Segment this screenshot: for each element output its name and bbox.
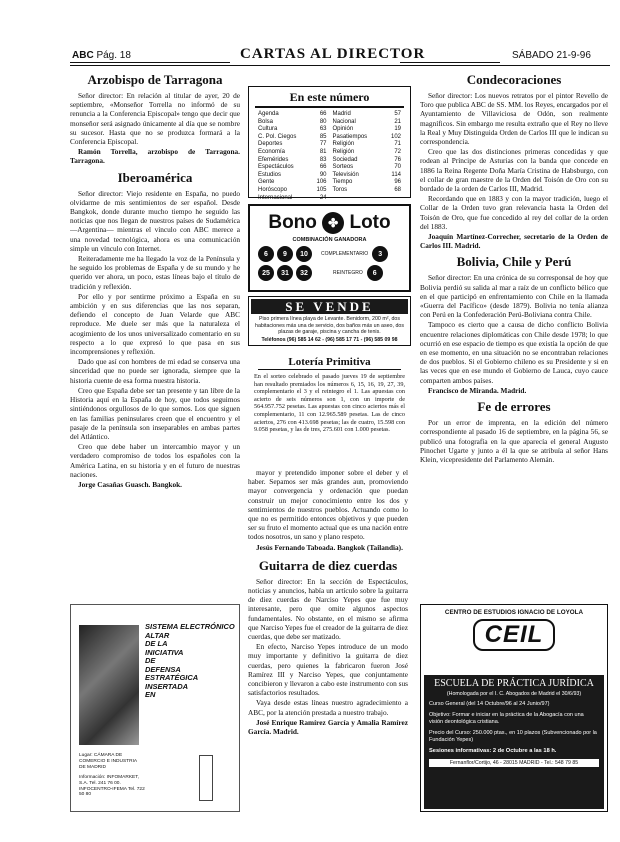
letter-signature: Joaquín Martínez-Correcher, secretario de la Orden de Carlos III. Madrid. <box>420 232 608 251</box>
index-row <box>333 141 402 149</box>
index-page: 83 <box>319 156 327 163</box>
index-page: 102 <box>390 133 401 140</box>
letter-signature: Jorge Casañas Guasch. Bangkok. <box>78 479 183 489</box>
letter-paragraph: Señor director: En relación al titular de ayer, 20 de septiembre, «Monseñor Torrella no informó de su renuncia a la Conferencia Episcopal» tengo que decir que monseñor será asignado únicamente al día que se nombre su sucesor. Hasta que no se produzca formará a la Conferencia Episcopal. <box>70 91 240 147</box>
index-row <box>258 141 327 149</box>
index-row <box>333 119 402 127</box>
index-row <box>333 157 402 165</box>
index-row <box>333 179 402 187</box>
index-page: 106 <box>316 179 327 186</box>
winning-number: 25 <box>258 265 274 281</box>
complementario-label: COMPLEMENTARIO <box>321 251 369 258</box>
index-row <box>258 157 327 165</box>
index-row <box>258 179 327 187</box>
index-section: Madrid <box>332 111 351 117</box>
index-section: Sorteos <box>332 164 354 171</box>
index-row <box>258 134 327 142</box>
ad-venue: Lugar: CÁMARA DE COMERCIO E INDUSTRIA DE MADRID <box>79 753 137 770</box>
index-row <box>258 111 327 119</box>
loteria-text: En el sorteo celebrado el pasado jueves 19 de septiembre han resultado premiados los números 6, 15, 16, 19, 27, 39, complementario el 3 y el reintegro el 1. Las apuestas con acierto de seis números son 1, con un importe de 564.957.752 pesetas. Las apuestas con cinco aciertos más el complementario, 11 con 12.965.589 pesetas. Las de cinco aciertos, 276 con 413.698 pesetas; las de cuatro, 15.598 con 9.058 pesetas, y las de tres, 275.601 con 1.000 pesetas. <box>254 373 405 434</box>
exhibition-ad <box>70 604 240 812</box>
index-page: 68 <box>394 186 401 193</box>
column-left <box>70 68 240 588</box>
se-vende-title: SE VENDE <box>251 299 408 314</box>
winning-number: 10 <box>296 246 312 262</box>
index-section: Tiempo <box>332 179 353 186</box>
se-vende-text: Piso primera línea playa de Levante. Benidorm, 200 m², dos habitaciones más una de servicio, dos baños más un aseo, dos plazas de garaje, piscina y cancha de tenis. <box>255 316 404 336</box>
index-page: 71 <box>394 141 401 148</box>
index-row <box>333 134 402 142</box>
index-page: 70 <box>394 164 401 171</box>
se-vende-phones: Teléfonos (96) 585 14 62 - (96) 585 17 71 - (96) 585 09 98 <box>261 336 398 343</box>
index-page: 80 <box>319 118 327 125</box>
index-page: 90 <box>319 171 327 178</box>
bonoloto-box <box>248 204 411 292</box>
letter-paragraph: Por un error de imprenta, en la edición del número correspondiente al pasado 16 de septiembre, en la página 56, se publicó una fotografía en la que aparecía el general Augusto Pinochet Ugarte y junto a él la que se atribuía al señor Hans Klein, vicepresidente del Parlamento Alemán. <box>420 418 608 464</box>
headline-condecoraciones: Condecoraciones <box>466 72 562 87</box>
reintegro-label: REINTEGRO <box>333 270 363 277</box>
index-page: 76 <box>394 156 401 163</box>
index-page: 66 <box>319 164 327 171</box>
letter-paragraph: Tampoco es cierto que a causa de dicho conflicto Bolivia encuentre relaciones diplomáticas con Chile desde 1978; lo que ocurrió en ese espacio de tiempo es que existía la opción de que en ese momento, en una situación no se encontraban relaciones de dos pueblos. Si el Gobierno chileno es su Presidente y si en las veces que en ese mundo el Gobierno de Lauca, cuyo cauce comparten ambos países. <box>420 320 608 385</box>
index-section: Agenda <box>258 111 279 117</box>
index-page: 85 <box>319 133 327 140</box>
ceil-course: Curso General (del 14 Octubre/96 al 24 Junio/97) <box>429 701 550 707</box>
index-row <box>333 187 402 195</box>
headline-guitarra: Guitarra de diez cuerdas <box>258 557 398 573</box>
index-row <box>333 172 402 180</box>
letter-paragraph: Creo que España debe ser tan presente y tan libre de la Historia aquí en la España de hoy, que todos seguimos sintiéndonos orgullosos de lo que somos. Los que siguen en las familias peninsulares creen que el encuentro y el pasaje de la península son inseparables en ambas partes del Atlántico. <box>70 385 240 441</box>
index-section: Efemérides <box>258 156 289 163</box>
index-section: Televisión <box>332 171 359 178</box>
index-section: Espectáculos <box>258 164 294 171</box>
ad-info: Información: INFOMARKET, S.A. Tel. 241 76 00. INFOCENTRO-IFEMA Tel. 722 50 80 <box>79 775 145 798</box>
page-label: ABC Pág. 18 <box>72 50 131 61</box>
ceil-logo: CEIL <box>473 619 555 651</box>
letter-paragraph: Señor director: Los nuevos retratos por el pintor Revello de Toro que publica ABC de SS. MM. los Reyes, encargados por el Ayuntamiento de Villaviciosa de Odón, son realmente magníficos. Sin embargo me resulta extraño que el Rey no lleve la Real y Muy Distinguida Orden de Carlos III que le indican su correspondencia. <box>420 91 608 147</box>
index-page: 57 <box>394 111 401 117</box>
index-row <box>333 149 402 157</box>
index-row <box>333 111 402 119</box>
index-section: Estudios <box>258 171 282 178</box>
letter-paragraph: Creo que debe haber un intercambio mayor y un verdadero compromiso de todos los españoles con la América Latina, en su historia y en el futuro de nuestras naciones. <box>70 442 240 479</box>
index-page: 114 <box>391 171 401 178</box>
header-rule <box>70 65 610 66</box>
index-page: 105 <box>316 186 327 193</box>
index-row <box>258 187 327 195</box>
ad-headline: SISTEMA ELECTRÓNICO ALTAR DE LA INICIATIVA DE DEFENSA ESTRATÉGICA INSERTADA EN <box>145 622 235 699</box>
index-page: 63 <box>319 126 327 133</box>
header-rule-left <box>70 62 230 63</box>
letter-paragraph: Recordando que en 1883 y con la mayor tradición, luego el Collar de la Orden tuvo gran relevancia hasta la Orden del Toisón de Oro, que fue concedido al rey del collar de la orden del 1883. <box>420 194 608 231</box>
index-table <box>249 111 410 202</box>
letter-signature: Francisco de Miranda. Madrid. <box>428 385 527 395</box>
letter-paragraph: Vaya desde estas líneas nuestro agradecimiento a ABC, por la atención prestada a nuestro trabajo. <box>248 698 408 717</box>
index-section: Cultura <box>258 126 278 133</box>
index-section: Pasatiempos <box>332 133 368 140</box>
index-title: En este número <box>255 90 404 108</box>
index-section: Horóscopo <box>258 186 288 193</box>
headline-iberoamerica: Iberoamérica <box>117 169 193 185</box>
letter-paragraph: Por ello y por sentirme próximo a España en su ambición y en sus diferencias que las nos separan, defiendo el concepto de Juan Velarde que ABC reproduce. Me duele ser más que la naturaleza el acogimiento de los unos universalizado comentario en su respecto a lo que expresó lo que pasa en sus incomprensiones y reflexión. <box>70 291 240 357</box>
complementario-number: 3 <box>372 246 388 262</box>
letter-signature: Ramón Torrella, arzobispo de Tarragona. Tarragona. <box>70 147 240 166</box>
winning-number: 32 <box>296 265 312 281</box>
bonoloto-logo: Bono ✤ Loto <box>268 212 391 234</box>
index-section: Toros <box>332 186 348 193</box>
index-section: Bolsa <box>258 118 274 125</box>
clover-icon: ✤ <box>322 212 344 234</box>
index-page: 81 <box>319 148 327 155</box>
index-column <box>255 111 330 202</box>
ad-vertical-logo <box>199 755 213 801</box>
ceil-sessions: Sesiones informativas: 2 de Octubre a las 18 h. <box>429 748 557 754</box>
index-row <box>258 119 327 127</box>
index-row <box>258 195 327 203</box>
headline-bolivia: Bolivia, Chile y Perú <box>456 254 572 270</box>
section-title: CARTAS AL DIRECTOR <box>240 46 426 62</box>
letter-signature: Jesús Fernando Taboada. Bangkok (Tailandia). <box>256 542 403 552</box>
index-section: Religión <box>332 148 355 155</box>
index-box <box>248 86 411 201</box>
numbers-row-2 <box>250 262 409 281</box>
index-section: Deportes <box>258 141 283 148</box>
index-page: 77 <box>319 141 327 148</box>
letter-paragraph: Señor director: En la sección de Espectáculos, noticias y anuncios, había un artículo sobre la guitarra de diez cuerdas de Narciso Yepes que fue muy interesante, pero que omite algunos aspectos fundamentales. No obstante, en el mismo se afirma que Narciso Yepes fue el creador de la guitarra de diez cuerdas, que debe ser matizado. <box>248 576 408 642</box>
letter-paragraph: mayor y pretendido imponer sobre el deber y el haber. Sepamos ser más grandes aun, promoviendo mayor convergencia y ordenación que puedan construir un mejor conocimiento entre los dos y sentimientos de nuestros pueblos. Actuando como lo que no es permitido entonces objetivos y que pueden ser su fruto el momento actual que es una nación entre todos nosotros, un sano y plano respeto. <box>248 468 408 542</box>
ceil-info-panel <box>424 675 604 809</box>
ceil-price: Precio del Curso: 250.000 ptas., en 10 plazos (Subvencionado por la Fundación Yepes) <box>429 730 597 743</box>
index-page: 96 <box>394 179 401 186</box>
ceil-objective: Objetivo: Formar e iniciar en la práctica de la Abogacía con una visión deontológica cristiana. <box>429 712 584 725</box>
headline-arzobispo: Arzobispo de Tarragona <box>87 72 223 87</box>
header-rule-right <box>400 62 500 63</box>
index-section: Gente <box>258 179 275 186</box>
letter-paragraph: Creo que las dos distinciones primeras concedidas y que rodean al Príncipe de Asturias con la banda que concede en 1886 la Reina Regente Doña María Cristina de Habsburgo, con el collar de gran maestre de la Orden del Toisón de Oro con su bordado de la orden de Carlos III, Madrid. <box>420 147 608 194</box>
index-row <box>258 164 327 172</box>
ad-photo <box>79 625 139 745</box>
index-section: Economía <box>258 148 286 155</box>
loteria-block <box>248 350 411 466</box>
index-page: 21 <box>394 118 401 125</box>
winning-number: 31 <box>277 265 293 281</box>
combination-label: COMBINACIÓN GANADORA <box>292 237 367 244</box>
index-row <box>258 172 327 180</box>
numbers-row-1 <box>250 243 409 262</box>
ceil-school: ESCUELA DE PRÁCTICA JURÍDICA <box>434 678 594 689</box>
index-column <box>330 111 405 202</box>
index-row <box>333 126 402 134</box>
ceil-center-name: CENTRO DE ESTUDIOS IGNACIO DE LOYOLA <box>444 609 584 616</box>
winning-number: 6 <box>258 246 274 262</box>
issue-date: SÁBADO 21-9-96 <box>512 50 591 61</box>
loteria-title: Lotería Primitiva <box>258 356 401 370</box>
letter-paragraph: Reiteradamente me ha llegado la voz de la Península y he seguido los problemas de España y de su mundo y he querido ver ahora, un poco, estas líneas bajo el título de tradición y reflexión. <box>70 254 240 291</box>
letter-paragraph: Señor director: En una crónica de su corresponsal de hoy que Bolivia perdió su salida al mar a raíz de un conflicto bélico que en el que participó en enfrentamiento con Chile en la llamada «Guerra del Pacífico» (desde 1879). Bolivia no tenía alianza con Perú en la Confederación Perú-Boliviana contra Chile. <box>420 273 608 320</box>
ceil-approval: (Homologada por el I. C. Abogados de Madrid el 30/6/93) <box>446 691 582 697</box>
headline-fe-de-errores: Fe de errores <box>477 399 551 415</box>
index-section: Internacional <box>258 194 293 201</box>
reintegro-number: 6 <box>367 265 383 281</box>
index-section: Religión <box>332 141 355 148</box>
index-page: 24 <box>319 194 327 201</box>
index-section: Opinión <box>332 126 354 133</box>
column-right <box>420 68 608 598</box>
letter-signature: José Enrique Ramírez García y Amalia Ramírez García. Madrid. <box>248 717 408 737</box>
index-section: Nacional <box>332 118 356 125</box>
index-row <box>333 164 402 172</box>
index-page: 19 <box>394 126 401 133</box>
index-row <box>258 126 327 134</box>
ceil-address: Fernanflor/Cortijo, 46 - 28015 MADRID - Tel.: 548 79 85 <box>429 759 599 767</box>
winning-number: 9 <box>277 246 293 262</box>
index-row <box>258 149 327 157</box>
index-page: 66 <box>319 111 327 117</box>
index-section: C. Pol. Ciegos <box>258 133 297 140</box>
ceil-ad <box>420 604 608 812</box>
se-vende-ad <box>248 296 411 346</box>
index-page: 72 <box>394 148 401 155</box>
index-section: Sociedad <box>332 156 358 163</box>
letter-paragraph: En efecto, Narciso Yepes introduce de un modo muy importante y definitivo la guitarra de diez cuerdas, pero quienes la fabricaron fueron José Ramírez III y Narciso Yepes, que conjuntamente concibieron y llevaron a cabo este instrumento con sus satisfactorios resultados. <box>248 642 408 698</box>
column-center <box>248 468 408 814</box>
letter-paragraph: Señor director: Viejo residente en España, no puedo olvidarme de mis sentimientos de ser español. Desde Bangkok, donde durante mucho tiempo he seguido las noticias que nos llegan de nuestros países de Sudamérica —Argentina— mientras el vínculo con ABC merece a una novedad tecnológica, ahora es una comunicación simple un vínculo con Internet. <box>70 188 240 253</box>
letter-paragraph: Dado que así con hombres de mi edad se conserva una sinceridad que no puede ser ignorada, siempre que la historia cuente de esa forma nuestra historia. <box>70 357 240 385</box>
